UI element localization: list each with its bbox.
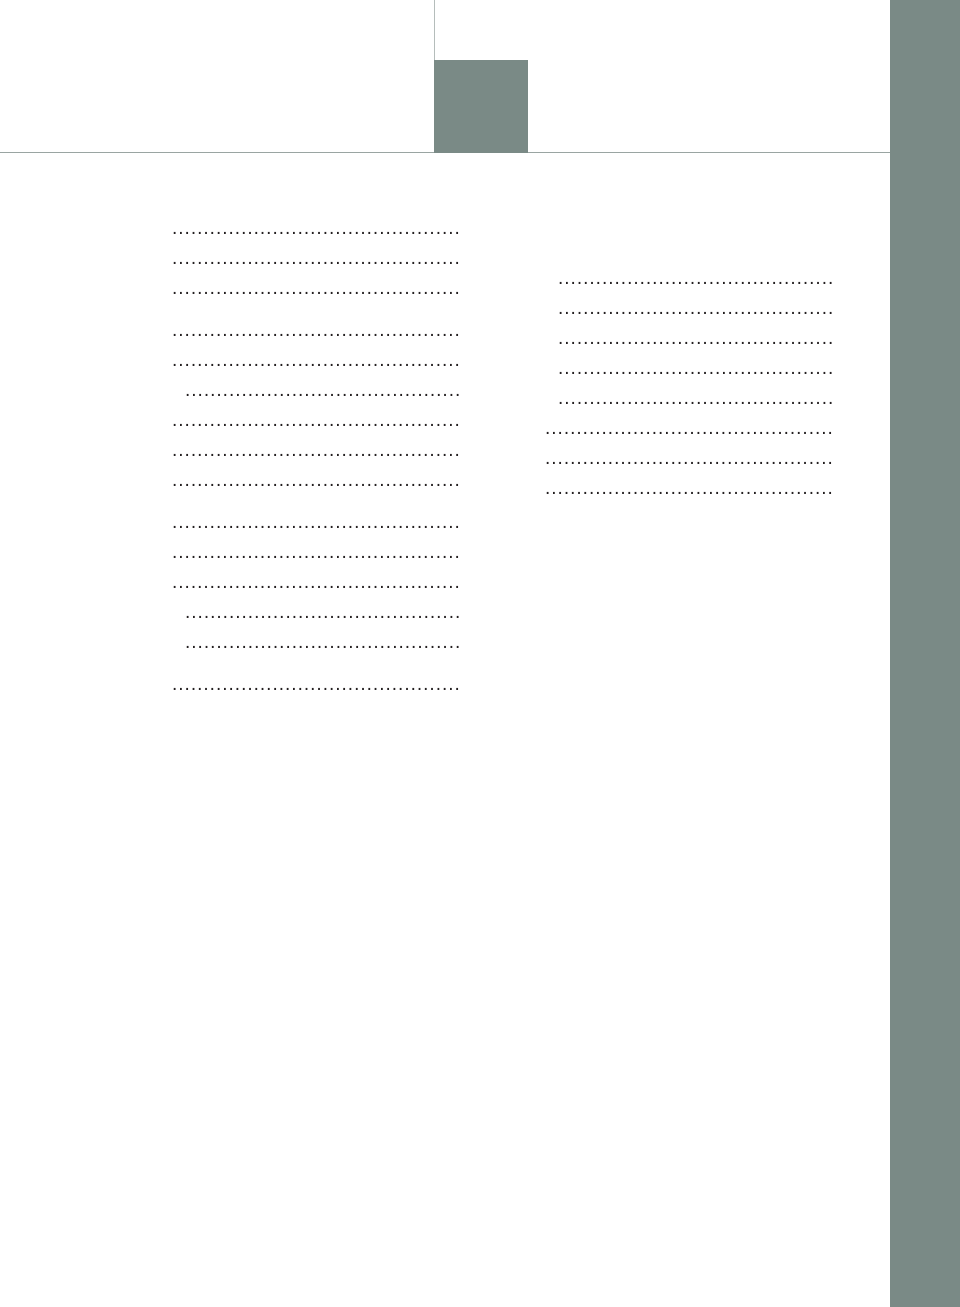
dot-leader [172, 318, 460, 343]
dot-leader [172, 348, 460, 373]
dot-leader [185, 378, 460, 403]
toc-section-number [492, 210, 546, 260]
dot-leader [185, 600, 460, 625]
toc-entry[interactable] [545, 296, 832, 321]
dot-leader [558, 326, 832, 351]
dot-leader [172, 570, 460, 595]
toc-entry[interactable] [172, 216, 460, 241]
dot-leader [172, 510, 460, 535]
toc-entry-line [172, 276, 460, 301]
dot-leader [185, 630, 460, 655]
toc-section-title [546, 210, 832, 260]
dot-leader [172, 276, 460, 301]
dot-leader [545, 476, 832, 501]
toc-entry[interactable] [172, 318, 460, 343]
dot-leader [558, 386, 832, 411]
header-divider-vertical [434, 0, 435, 60]
toc-entry-line [545, 266, 832, 291]
toc-entry[interactable] [545, 326, 832, 351]
dot-leader [172, 408, 460, 433]
dot-leader [172, 246, 460, 271]
toc-entry-line [545, 476, 832, 501]
toc-entry-line [545, 326, 832, 351]
toc-entry[interactable] [172, 672, 460, 697]
toc-entry[interactable] [545, 416, 832, 441]
dot-leader [545, 446, 832, 471]
toc-entry[interactable] [172, 468, 460, 493]
toc-entry-line [172, 672, 460, 697]
toc-entry-line [172, 378, 460, 403]
toc-entry-line [172, 630, 460, 655]
toc-entry-line [545, 356, 832, 381]
chapter-number-box [434, 60, 528, 153]
toc-entry-line [545, 296, 832, 321]
toc-entry-line [545, 446, 832, 471]
toc-entry[interactable] [545, 476, 832, 501]
toc-entry-line [545, 416, 832, 441]
toc-entry[interactable] [172, 540, 460, 565]
dot-leader [172, 438, 460, 463]
dot-leader [545, 416, 832, 441]
toc-entry-line [545, 386, 832, 411]
toc-entry-line [172, 438, 460, 463]
toc-entry[interactable] [172, 348, 460, 373]
toc-entry-line [172, 510, 460, 535]
toc-section-heading [492, 210, 832, 260]
toc-entry[interactable] [172, 408, 460, 433]
toc-right-column [492, 210, 832, 506]
toc-left-column [118, 210, 460, 708]
toc-entry[interactable] [545, 356, 832, 381]
toc-entry-line [172, 540, 460, 565]
dot-leader [558, 296, 832, 321]
toc-entry-line [172, 570, 460, 595]
toc-entry[interactable] [545, 266, 832, 291]
toc-entry-line [172, 348, 460, 373]
toc-entry[interactable] [172, 438, 460, 463]
dot-leader [172, 672, 460, 697]
toc-entry[interactable] [172, 246, 460, 271]
dot-leader [172, 216, 460, 241]
chapter-side-tab [890, 0, 960, 1307]
toc-entry-line [172, 246, 460, 271]
toc-entry[interactable] [172, 378, 460, 403]
toc-section-title-line [554, 237, 567, 258]
toc-entry[interactable] [545, 446, 832, 471]
toc-entry[interactable] [545, 386, 832, 411]
toc-entry[interactable] [172, 510, 460, 535]
toc-entry[interactable] [172, 276, 460, 301]
dot-leader [172, 540, 460, 565]
dot-leader [172, 468, 460, 493]
dot-leader [558, 266, 832, 291]
toc-entry[interactable] [172, 630, 460, 655]
toc-entry[interactable] [172, 600, 460, 625]
toc-entry-line [172, 600, 460, 625]
dot-leader [558, 356, 832, 381]
toc-entry-line [172, 216, 460, 241]
toc-entry-line [172, 468, 460, 493]
toc-entry-line [172, 408, 460, 433]
toc-entry-line [172, 318, 460, 343]
toc-entry[interactable] [172, 570, 460, 595]
